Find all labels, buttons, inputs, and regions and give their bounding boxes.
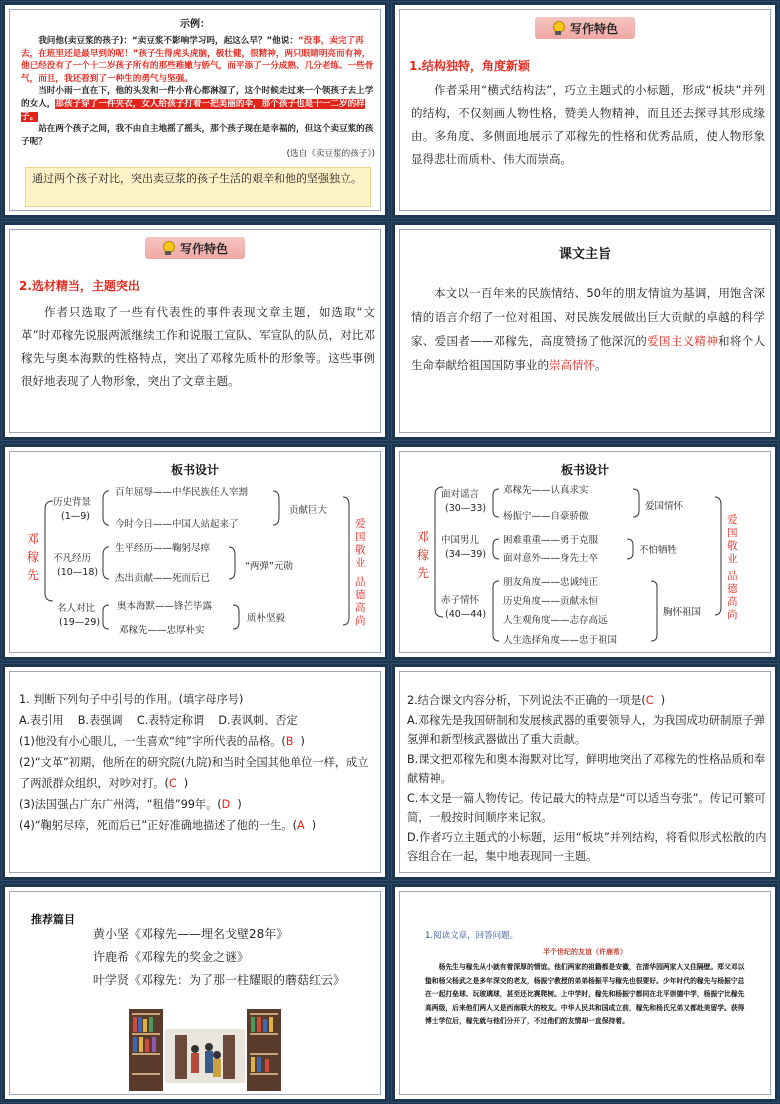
- answer: A: [296, 819, 305, 832]
- root-char: 邓: [27, 532, 40, 546]
- slide-title: 板书设计: [560, 463, 609, 477]
- article-body: 杨先生与稼先从小就有着深厚的情谊。他们两家的祖籍都是安徽，在清华园两家人又住隔壁。郑父邓以蛰和杨父杨武之是多年深交的老友，杨振宁教授的弟弟杨振平与稼先也很要好。少年时代的稼先与杨振宁总在一起打垒球、玩玻璃球，甚至还比赛爬树。上中学时，稼先和杨振宁都同在北平崇德中学，杨振宁比稼先高两级，后来他们两人又是西南联大的校友。中华人民共和国成立前，稼先和杨氏兄弟又都赴美留学。获得博士学位后，稼先就与他们分开了，不过他们的友情却一直保持着。: [425, 963, 745, 1026]
- branch-item: 今时今日——中国人站起来了: [115, 519, 239, 530]
- question-text: 1. 判断下列句子中引号的作用。(填字母序号): [19, 693, 244, 706]
- branch-range: (1—9): [61, 511, 91, 522]
- slide-title: 板书设计: [170, 463, 219, 477]
- section-header: 写作特色: [535, 17, 635, 39]
- branch-label: 面对谣言: [441, 489, 480, 500]
- highlight-text: 崇高情怀: [549, 358, 595, 372]
- list-item: 许鹿希《邓稼先的奖金之谜》: [93, 950, 250, 964]
- vertical-char: 国: [727, 527, 738, 539]
- quiz-question: [407, 691, 769, 867]
- library-illustration: [125, 999, 285, 1095]
- branch-label: 历史背景: [53, 497, 92, 508]
- branch-item: 杨振宁——自豪骄傲: [503, 511, 589, 522]
- answer: C: [168, 777, 177, 790]
- slide-writing-feature-1: [392, 2, 778, 218]
- branch-label: 名人对比: [57, 603, 96, 614]
- branch-label: 不凡经历: [53, 553, 92, 564]
- answer-options: A.表引用 B.表强调 C.表特定称谓 D.表讽刺、否定: [19, 714, 298, 727]
- quiz-item: (4)“鞠躬尽瘁，死而后已”正好准确地描述了他的一生。(A ): [19, 819, 317, 832]
- branch-item: 杰出贡献——死而后已: [115, 573, 211, 584]
- example-text: 当时小雨一直在下，他的头发和一件小背心都淋湿了，这个时候走过来一个领孩子去上学的女人，: [21, 86, 374, 109]
- vertical-char: 尚: [355, 615, 366, 627]
- branch-item: 人生观角度——志存高远: [503, 615, 608, 626]
- board-diagram: [395, 447, 778, 660]
- branch-range: (19—29): [59, 617, 101, 628]
- example-passage: [21, 27, 375, 161]
- branch-summary: “两弹”元勋: [245, 561, 293, 572]
- option-a: A.邓稼先是我国研制和发展核武器的重要领导人，为我国成功研制原子弹氢弹和新型核武器做出了重大贡献。: [407, 713, 765, 746]
- quiz-item: (2)“文革”初期，他所在的研究院(九院)和当时全国其他单位一样，成立了两派群众组织，对吵对打。(C ): [19, 756, 369, 790]
- branch-summary: 爱国情怀: [645, 501, 684, 512]
- highlight-text: 爱国主义精神: [647, 334, 719, 348]
- vertical-char: 品: [355, 576, 366, 588]
- branch-summary: 胸怀祖国: [663, 607, 702, 618]
- branch-summary: 质朴坚毅: [247, 613, 286, 624]
- lightbulb-icon: [552, 21, 564, 35]
- slide-writing-feature-2: [2, 222, 388, 440]
- branch-summary: 不怕牺牲: [639, 545, 678, 556]
- branch-range: (40—44): [445, 609, 487, 620]
- root-char: 邓: [417, 530, 430, 544]
- option-d: D.作者巧立主题式的小标题，运用“板块”并列结构，将看似形式松散的内容组合在一起，集中地表现同一主题。: [407, 830, 767, 863]
- example-highlight: 那孩子穿了一件夹衣，女人给孩子打着一把美丽的伞，那个孩子也是十一二岁的样子。: [21, 98, 365, 122]
- branch-item: 历史角度——贡献永恒: [503, 596, 599, 607]
- branch-label: 赤子情怀: [441, 595, 480, 606]
- slide-board-2: [392, 444, 778, 660]
- slide-reading-passage: [392, 884, 778, 1102]
- branch-item: 困难重重——勇于克服: [503, 535, 599, 546]
- vertical-char: 业: [355, 557, 366, 569]
- reading-list: [93, 923, 345, 992]
- slide-board-1: [2, 444, 388, 660]
- list-item: 黄小坚《邓稼先——埋名戈壁28年》: [93, 927, 289, 941]
- paragraph: 本文以一百年来的民族情结、50年的朋友情谊为基调，用饱含深情的语言介绍了一位对祖国、对民族发展做出巨大贡献的卓越的科学家、爱国者——邓稼先，高度赞扬了他深沉的爱国主义精神和将个人生命奉献给祖国国防事业的崇高情怀。: [411, 286, 766, 372]
- example-text: 站在两个孩子之间，我不由自主地摇了摇头，那个孩子现在是幸福的，但这个卖豆浆的孩子呢？: [21, 124, 374, 147]
- vertical-char: 高: [355, 602, 366, 614]
- branch-label: 中国男儿: [441, 535, 480, 546]
- branch-item: 奥本海默——锋芒毕露: [117, 601, 213, 612]
- paragraph: 作者只选取了一些有代表性的事件表现文章主题，如选取“文革”时邓稼先说服两派继续工作和说服工宣队、军宣队的队员，对比邓稼先与奥本海默的性格特点，突出了邓稼先质朴的形象等。这些事例很好地表现了人物形象，突出了文章主题。: [21, 305, 375, 388]
- branch-item: 生平经历——鞠躬尽瘁: [115, 543, 211, 554]
- root-char: 稼: [27, 550, 40, 564]
- quiz-item: (3)法国强占广东广州湾，“租借”99年。(D ): [19, 798, 242, 811]
- branch-item: 邓稼先——认真求实: [503, 485, 589, 496]
- vertical-char: 品: [727, 570, 738, 582]
- slide-title: 推荐篇目: [31, 913, 75, 926]
- branch-item: 面对意外——身先士卒: [503, 553, 599, 564]
- vertical-char: 敬: [727, 540, 738, 552]
- quiz-question: [19, 689, 379, 836]
- board-diagram: [5, 447, 388, 660]
- vertical-char: 德: [727, 583, 738, 595]
- question-text: 2.结合课文内容分析，下列说法不正确的一项是(C ): [407, 694, 666, 707]
- branch-range: (10—18): [57, 567, 99, 578]
- vertical-char: 尚: [727, 609, 738, 621]
- answer: C: [645, 694, 654, 707]
- branch-item: 邓稼先——忠厚朴实: [119, 625, 205, 636]
- root-char: 稼: [417, 548, 430, 562]
- subhead: 2.选材精当，主题突出: [19, 279, 140, 293]
- slide-quiz-1: [2, 664, 388, 880]
- answer: B: [285, 735, 294, 748]
- subhead: 1.结构独特，角度新颖: [409, 59, 530, 73]
- question-text: 1.阅读文章，回答问题。: [425, 931, 519, 941]
- slide-quiz-2: [392, 664, 778, 880]
- example-source: (选自《卖豆浆的孩子》): [286, 149, 375, 160]
- slide-title: 课文主旨: [558, 247, 611, 262]
- slide-recommended-reading: [2, 884, 388, 1102]
- article-title: 半个世纪的友谊（许鹿希）: [543, 948, 627, 956]
- vertical-char: 爱: [355, 518, 366, 530]
- root-char: 先: [27, 568, 40, 582]
- quiz-item: (1)他没有小心眼儿，一生喜欢“纯”字所代表的品格。(B ): [19, 735, 305, 748]
- slide-example: [2, 2, 388, 218]
- example-title: 示例：: [180, 19, 210, 30]
- branch-range: (34—39): [445, 549, 487, 560]
- paragraph: 作者采用“横式结构法”，巧立主题式的小标题，形成“板块”并列的结构，不仅刻画人物性格，赞美人物精神，而且还去探寻其形成缘由。多角度、多侧面地展示了邓稼先的性格和优秀品质，使人物形象显得悲壮而质朴、伟大而崇高。: [411, 83, 765, 166]
- analysis-box: 通过两个孩子对比，突出卖豆浆的孩子生活的艰辛和他的坚强独立。: [25, 167, 371, 207]
- branch-range: (30—33): [445, 503, 487, 514]
- vertical-char: 爱: [727, 514, 738, 526]
- example-text: 我问他(卖豆浆的孩子)：“卖豆浆不影响学习吗，起这么早？”他说：: [38, 36, 298, 46]
- vertical-char: 高: [727, 596, 738, 608]
- vertical-char: 敬: [355, 544, 366, 556]
- vertical-char: 德: [355, 589, 366, 601]
- option-c: C.本文是一篇人物传记。传记最大的特点是“可以适当夸张”。传记可繁可简，一般按时间顺序来记叙。: [407, 791, 766, 824]
- root-char: 先: [417, 566, 430, 580]
- option-b: B.课文把邓稼先和奥本海默对比写，鲜明地突出了邓稼先的性格品质和奉献精神。: [407, 752, 766, 785]
- section-header: 写作特色: [145, 237, 245, 259]
- branch-item: 人生选择角度——忠于祖国: [503, 635, 618, 646]
- vertical-char: 业: [727, 553, 738, 565]
- branch-summary: 贡献巨大: [289, 505, 328, 516]
- branch-item: 朋友角度——忠诚纯正: [503, 577, 599, 588]
- list-item: 叶学贤《邓稼先：为了那一柱耀眼的蘑菇红云》: [93, 973, 346, 987]
- vertical-char: 国: [355, 531, 366, 543]
- lightbulb-icon: [162, 241, 174, 255]
- branch-item: 百年屈辱——中华民族任人宰割: [115, 487, 249, 498]
- slide-main-idea: [392, 222, 778, 440]
- answer: D: [221, 798, 231, 811]
- example-highlight: “没事，卖完了再去，在班里还是最早到的呢！”孩子生得虎头虎脑，极壮健，很精神，两只眼睛明亮而有神，他已经没有了一个十二岁孩子所有的那些稚嫩与娇气，而平添了一分成熟、几分老练、一些骨气，而且，我还看到了一种生的勇气与坚强。: [21, 36, 374, 84]
